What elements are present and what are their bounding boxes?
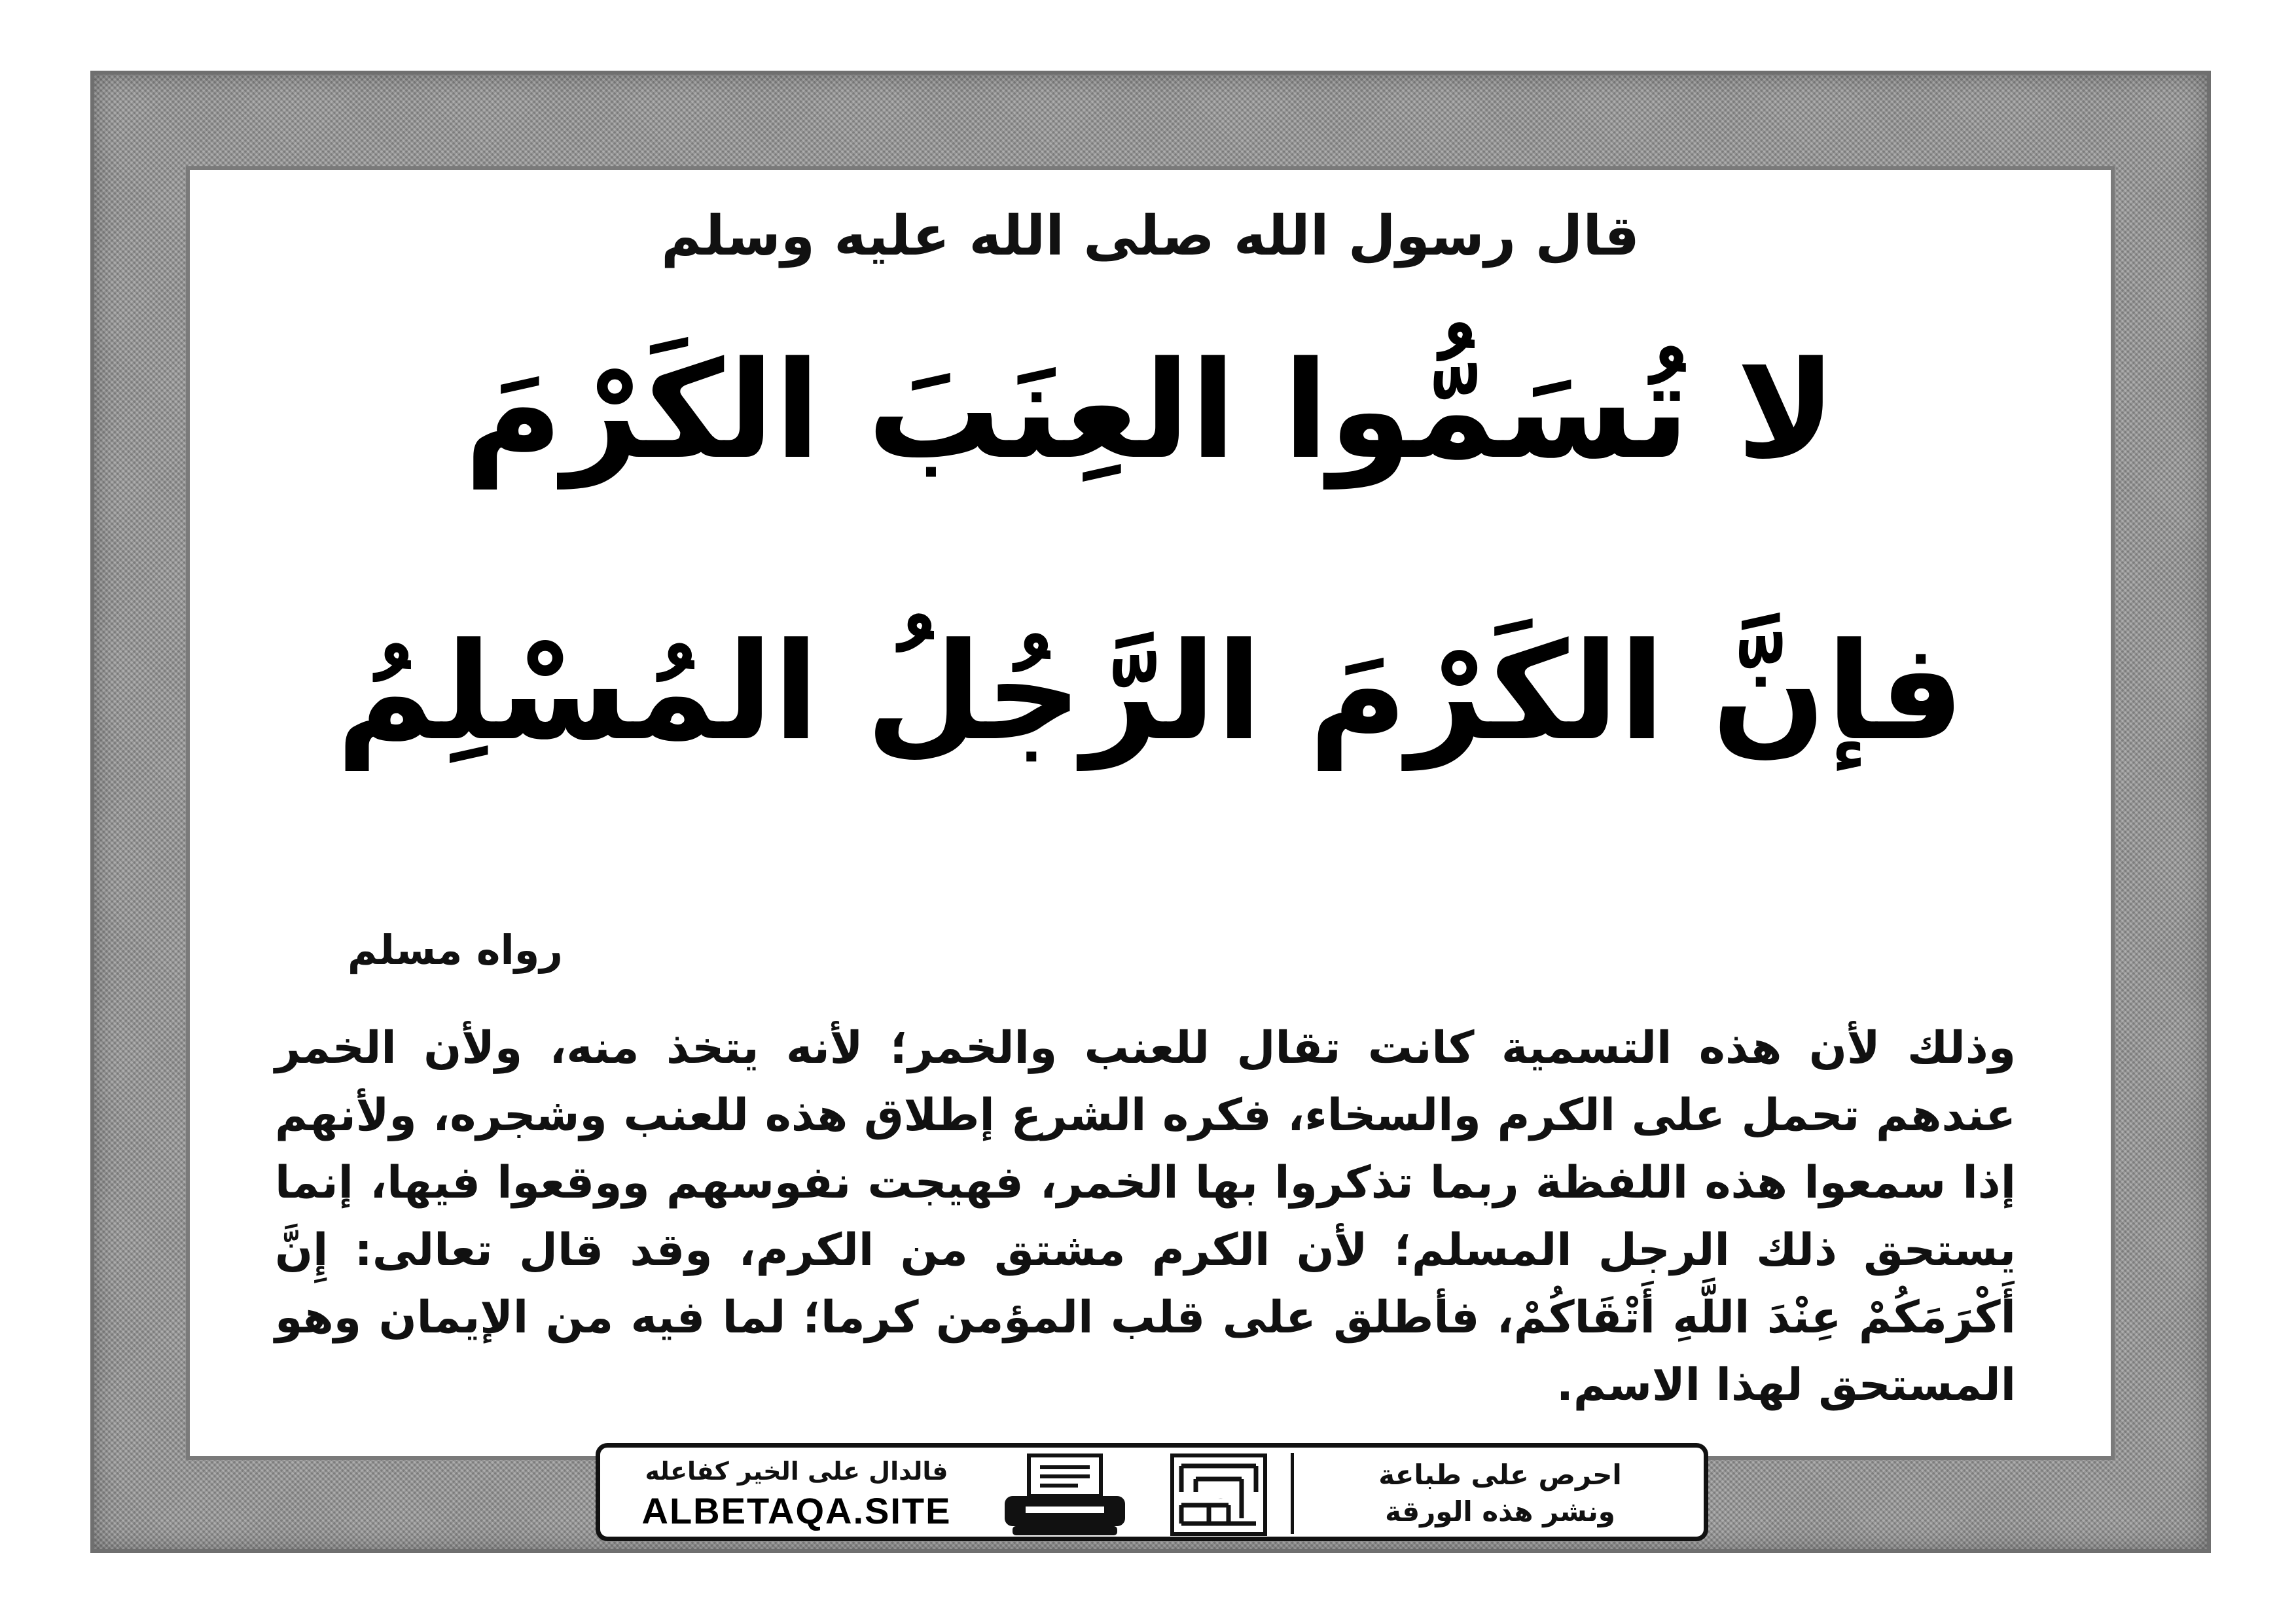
printer-icon	[999, 1453, 1130, 1539]
hadith-line-2: فإنَّ الكَرْمَ الرَّجُلُ المُسْلِمُ	[336, 615, 1965, 770]
explanation-paragraph: وذلك لأن هذه التسمية كانت تقال للعنب والخمر؛ لأنه يتخذ منه، ولأن الخمر عندهم تحمل على الكرم والسخاء، فكره الشرع إطلاق هذه للعنب وشجره، ولأنهم إذا سمعوا هذه اللفظة ربما تذكروا بها الخمر، فهيجت نفوسهم ووقعوا فيها، إنما يستحق ذلك الرجل المسلم؛ لأن الكرم مشتق من الكرم، وقد قال تعالى: إِنَّ أَكْرَمَكُمْ عِنْدَ اللَّهِ أَتْقَاكُمْ، فأطلق على قلب المؤمن كرما؛ لما فيه من الإيمان وهو المستحق لهذا الاسم.	[275, 1022, 2016, 1411]
footer-bar	[596, 1443, 1708, 1541]
footer-site-url[interactable]: ALBETAQA.SITE	[641, 1490, 952, 1531]
footer-call-line-2: ونشر هذه الورقة	[1385, 1495, 1615, 1527]
intro-heading: قال رسول الله صلى الله عليه وسلم	[661, 204, 1640, 268]
footer-call-to-action	[1304, 1448, 1696, 1537]
footer-site-block	[613, 1448, 980, 1537]
footer-tagline: فالدال على الخير كفاعله	[645, 1457, 948, 1486]
footer-divider	[1291, 1453, 1294, 1534]
hadith-line-1: لا تُسَمُّوا العِنَبَ الكَرْمَ	[464, 333, 1837, 489]
footer-call-line-1: احرص على طباعة	[1378, 1459, 1622, 1491]
narrator-attribution: رواه مسلم	[347, 926, 563, 974]
logo-mark	[1170, 1453, 1268, 1537]
